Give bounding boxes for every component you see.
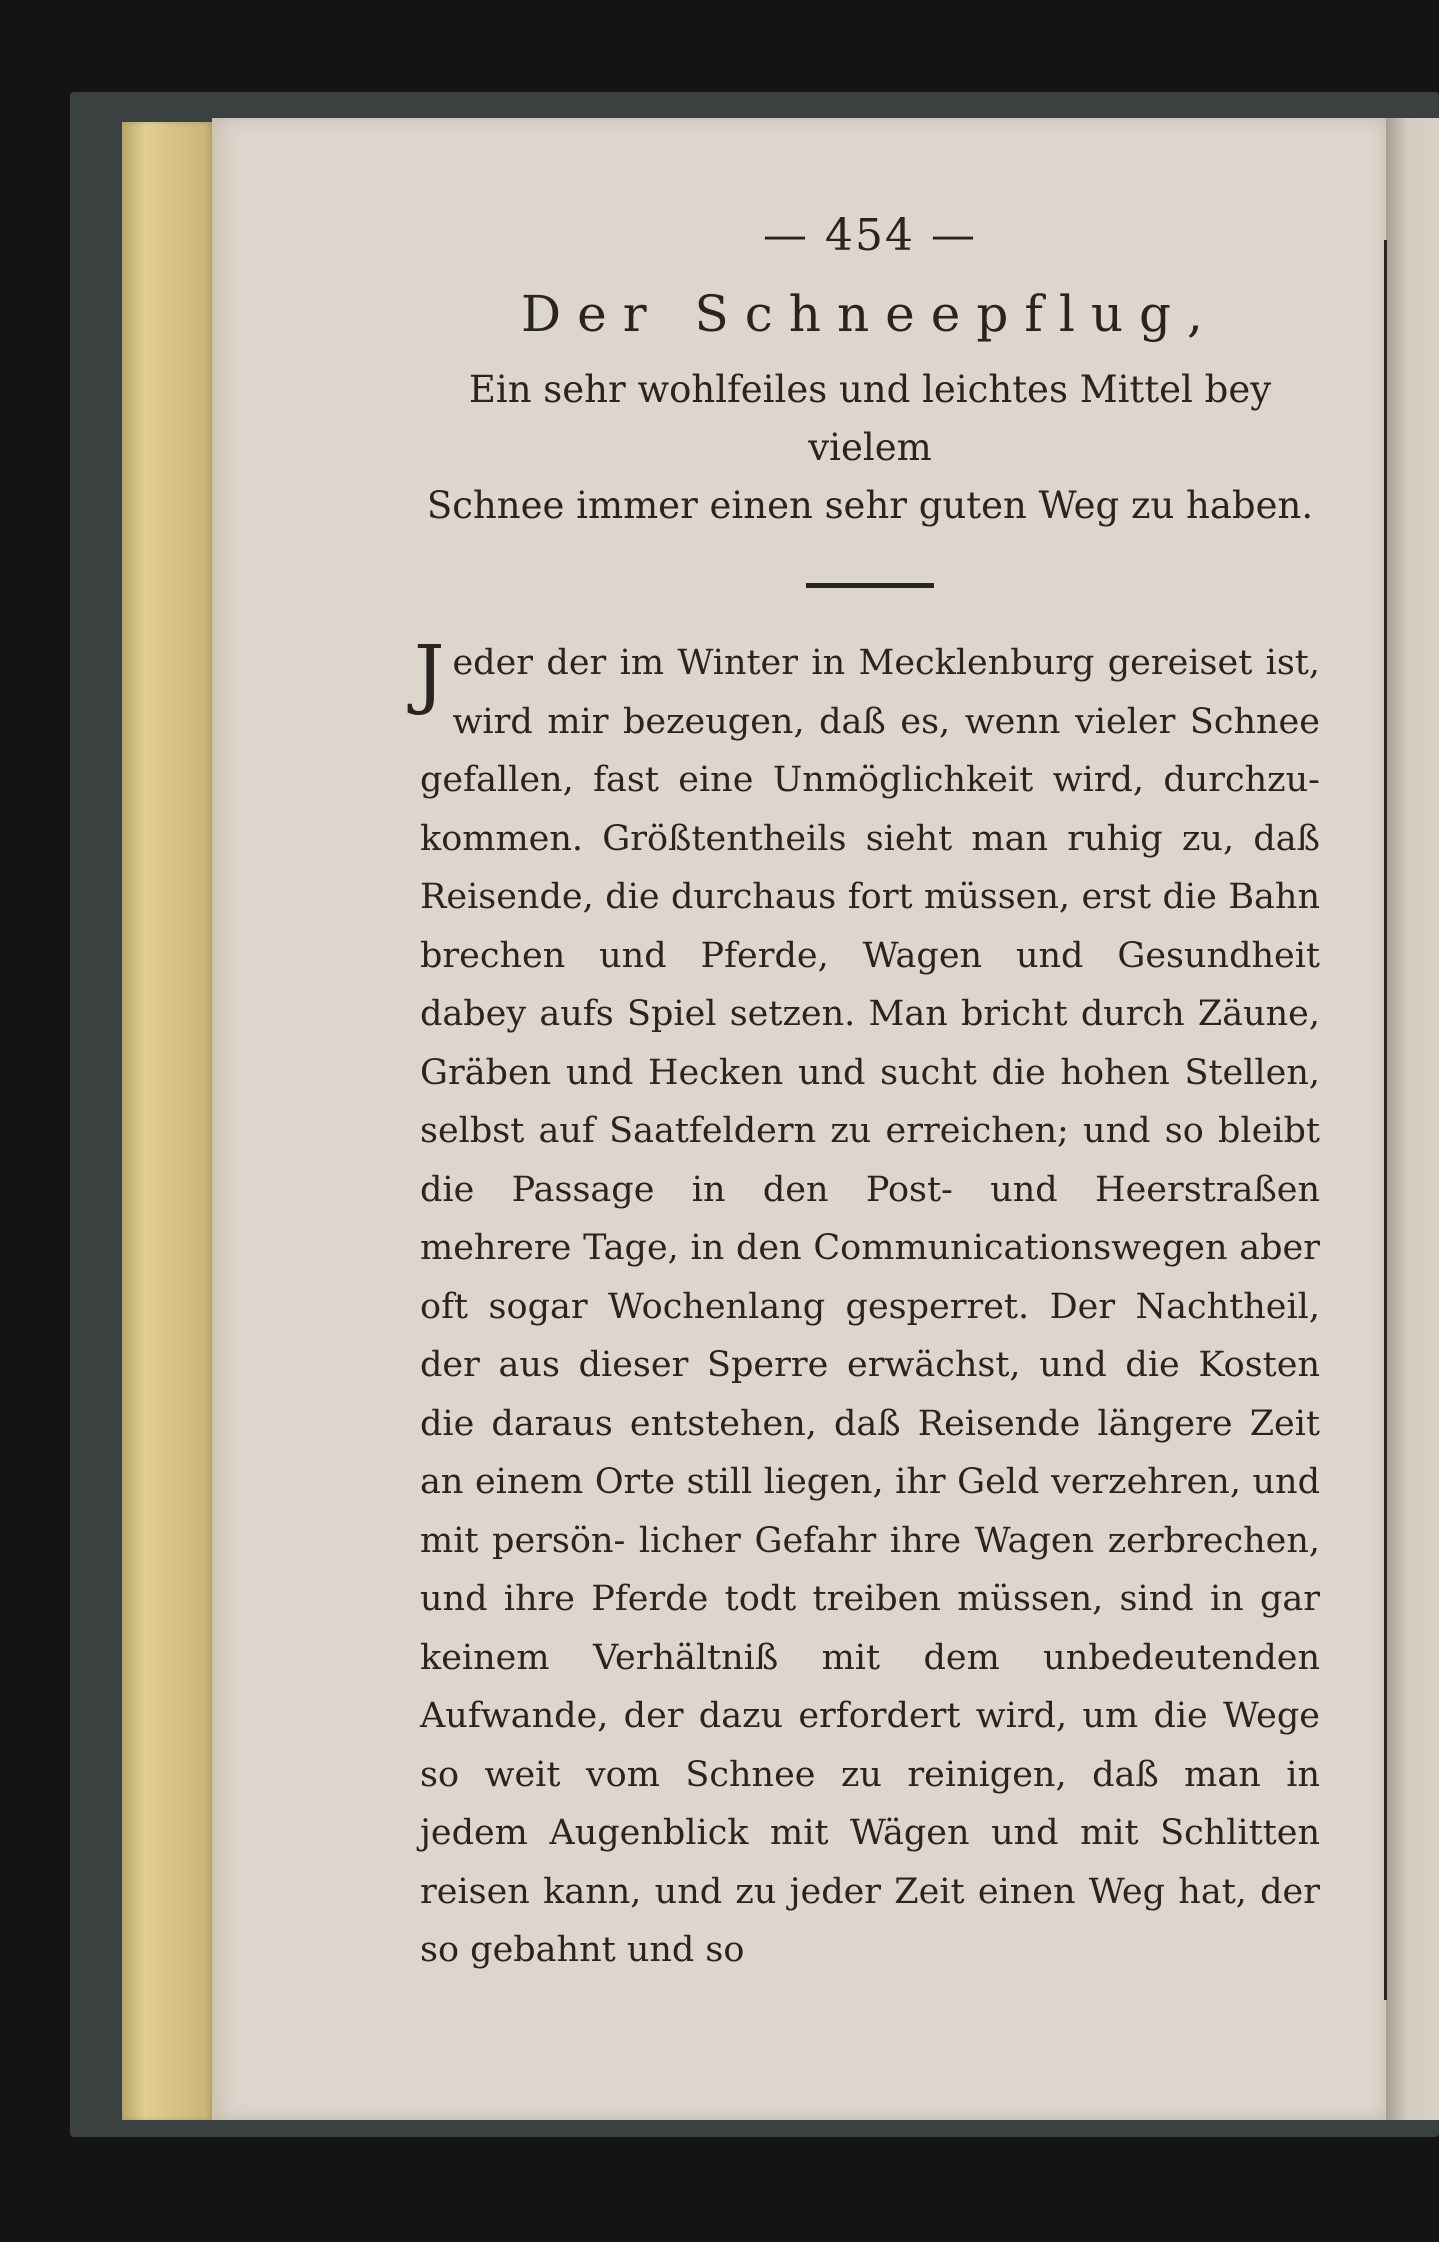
page-gutter-line xyxy=(1384,240,1387,2000)
page-content xyxy=(414,210,1320,1980)
facing-page-edge xyxy=(1386,118,1439,2120)
article-subtitle xyxy=(420,361,1320,535)
page-number: — 454 — xyxy=(763,210,977,261)
subtitle-line-2: Schnee immer einen sehr guten Weg zu haben. xyxy=(426,484,1314,527)
page-block-edge xyxy=(122,122,214,2120)
drop-cap: J xyxy=(414,628,445,717)
title-divider xyxy=(806,583,934,588)
body-text: eder der im Winter in Mecklenburg gereiset ist, wird mir bezeugen, daß es, wenn vieler Schnee gefallen, fast eine Unmöglichkeit wird, durchzu- kommen. Größtentheils sieht man ruhig zu, daß Reisende, die durchaus fort müssen, erst die Bahn brechen und Pferde, Wagen und Gesundheit dabey aufs Spiel setzen. Man bricht durch Zäune, Gräben und Hecken und sucht die hohen Stellen, selbst auf Saatfeldern zu erreichen; und so bleibt die Passage in den Post- und Heerstraßen mehrere Tage, in den Communicationswegen aber oft sogar Wochenlang gesperret. Der Nachtheil, der aus dieser Sperre erwächst, und die Kosten die daraus entstehen, daß Reisende längere Zeit an einem Orte still liegen, ihr Geld verzehren, und mit persön- licher Gefahr ihre Wagen zerbrechen, und ihre Pferde todt treiben müssen, sind in gar keinem Verhältniß mit dem unbedeutenden Aufwande, der dazu erfordert wird, um die Wege so weit vom Schnee zu reinigen, daß man in jedem Augenblick mit Wägen und mit Schlitten reisen kann, und zu jeder Zeit einen Weg hat, der so gebahnt und so xyxy=(420,643,1320,1970)
body-paragraph xyxy=(414,628,1320,1980)
article-title: Der Schneepflug, xyxy=(521,285,1219,343)
subtitle-line-1: Ein sehr wohlfeiles und leichtes Mittel bey vielem xyxy=(468,368,1272,469)
